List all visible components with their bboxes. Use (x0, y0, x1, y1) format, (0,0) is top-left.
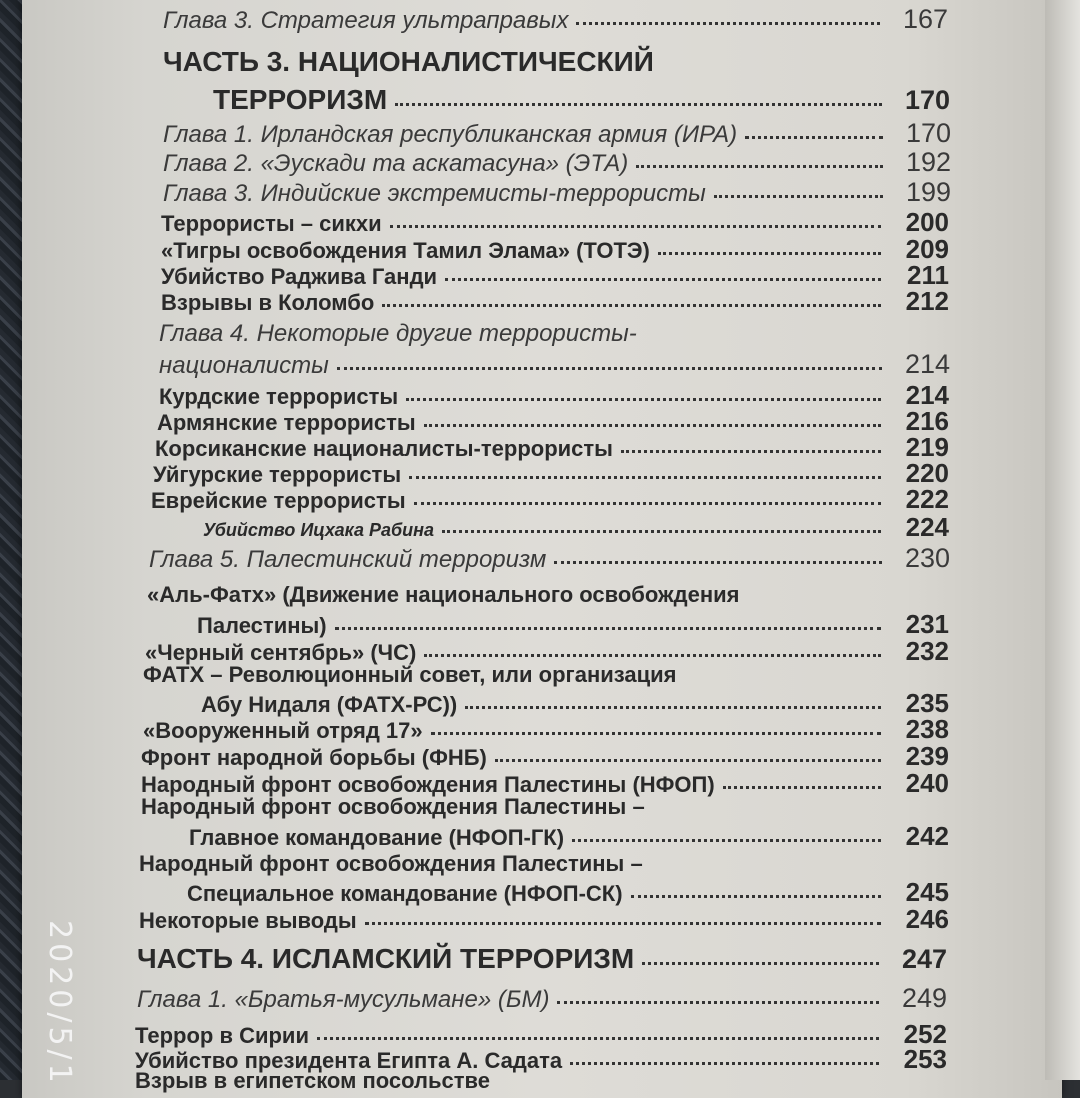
toc-entry (159, 351, 950, 378)
toc-entry-title: Абу Нидаля (ФАТХ-РС)) (201, 692, 458, 717)
leader-dots (382, 304, 881, 307)
toc-entry (201, 690, 949, 716)
toc-entry (157, 408, 949, 434)
leader-dots (317, 1037, 879, 1040)
toc-entry (163, 6, 948, 33)
toc-entry-page: 238 (905, 714, 949, 744)
toc-entry (147, 584, 740, 606)
toc-entry-page: 214 (904, 349, 950, 379)
toc-entry (139, 906, 949, 932)
toc-entry-title: Еврейские террористы (151, 488, 406, 513)
toc-entry-title: Убийство Ицхака Рабина (203, 520, 435, 540)
toc-part-heading (163, 48, 654, 76)
toc-entry (163, 149, 951, 176)
toc-entry (161, 209, 949, 235)
leader-dots (395, 103, 882, 106)
toc-entry-title: Специальное командование (НФОП-СК) (187, 881, 623, 906)
leader-dots (445, 278, 881, 281)
toc-entry (139, 853, 643, 875)
toc-entry-page: 219 (905, 432, 949, 462)
toc-entry-page: 235 (905, 688, 949, 718)
toc-entry (161, 262, 949, 288)
toc-entry (141, 743, 949, 769)
toc-entry-title: Убийство президента Египта А. Садата (135, 1048, 563, 1073)
toc-entry-title: националисты (159, 352, 329, 379)
leader-dots (557, 1001, 879, 1004)
toc-entry-title: Взрывы в Коломбо (161, 290, 375, 315)
toc-entry (159, 322, 637, 346)
leader-dots (714, 195, 883, 198)
toc-entry-title: Убийство Раджива Ганди (161, 264, 438, 289)
toc-entry-title: Народный фронт освобождения Палестины – (139, 851, 643, 876)
toc-entry-page: 222 (905, 484, 949, 514)
toc-entry-title: Взрыв в египетском посольстве (135, 1068, 490, 1093)
toc-entry-page: 170 (905, 118, 951, 148)
toc-entry (141, 796, 645, 818)
toc-entry (151, 486, 949, 512)
toc-entry-page: 212 (905, 286, 949, 316)
toc-part-heading (137, 945, 947, 973)
leader-dots (406, 398, 881, 401)
leader-dots (431, 732, 881, 735)
toc-entry-page: 214 (905, 380, 949, 410)
toc-entry-page: 245 (905, 877, 949, 907)
toc-entry-page: 232 (905, 636, 949, 666)
toc-entry-title: Глава 2. «Эускади та аскатасуна» (ЭТА) (163, 150, 629, 177)
leader-dots (365, 922, 881, 925)
toc-entry-page: 230 (904, 543, 950, 573)
toc-entry-page: 200 (905, 207, 949, 237)
toc-entry-title: ЧАСТЬ 4. ИСЛАМСКИЙ ТЕРРОРИЗМ (137, 943, 635, 974)
leader-dots (572, 839, 881, 842)
toc-entry-title: Народный фронт освобождения Палестины – (141, 794, 645, 819)
leader-dots (631, 895, 881, 898)
leader-dots (642, 962, 879, 965)
toc-entry (143, 716, 949, 742)
toc-entry-title: «Вооруженный отряд 17» (143, 718, 423, 743)
leader-dots (424, 424, 881, 427)
toc-entry-title: Глава 1. Ирландская республиканская армия (ИРА) (163, 121, 738, 148)
leader-dots (554, 561, 882, 564)
leader-dots (465, 706, 881, 709)
toc-entry-page: 170 (904, 85, 950, 115)
toc-entry (135, 1021, 947, 1047)
leader-dots (658, 252, 881, 255)
toc-entry-page: 249 (901, 983, 947, 1013)
toc-entry (149, 545, 950, 572)
toc-entry-title: «Черный сентябрь» (ЧС) (145, 640, 417, 665)
toc-entry-page: 246 (905, 904, 949, 934)
toc-entry (187, 879, 949, 905)
toc-entry-page: 199 (905, 177, 951, 207)
leader-dots (409, 476, 881, 479)
toc-entry-page: 211 (907, 260, 949, 290)
leader-dots (335, 627, 881, 630)
toc-entry-page: 192 (905, 147, 951, 177)
leader-dots (390, 225, 881, 228)
leader-dots (745, 136, 883, 139)
toc-entry (189, 823, 949, 849)
toc-entry-title: Глава 3. Стратегия ультраправых (163, 7, 569, 34)
toc-entry-title: Палестины) (197, 613, 327, 638)
toc-entry (143, 664, 677, 686)
toc-entry-title: Террор в Сирии (135, 1023, 309, 1048)
toc-entry-page: 242 (905, 821, 949, 851)
toc-entry-title: Глава 1. «Братья-мусульмане» (БМ) (137, 986, 550, 1013)
leader-dots (495, 759, 881, 762)
toc-entry (155, 434, 949, 460)
toc-entry-page: 220 (905, 458, 949, 488)
toc-entry (161, 236, 949, 262)
toc-entry-page: 167 (902, 4, 948, 34)
toc-entry-title: Глава 4. Некоторые другие террористы- (159, 320, 637, 347)
toc-entry-title: Армянские террористы (157, 410, 416, 435)
toc-entry-title: Глава 3. Индийские экстремисты-террористы (163, 180, 706, 207)
toc-entry-page: 252 (903, 1019, 947, 1049)
toc-entry-title: Корсиканские националисты-террористы (155, 436, 613, 461)
toc-entry-page: 231 (905, 609, 949, 639)
toc-entry (203, 514, 949, 540)
toc-entry-title: Глава 5. Палестинский терроризм (149, 546, 547, 573)
leader-dots (442, 530, 881, 533)
leader-dots (576, 22, 880, 25)
toc-entry (141, 770, 949, 796)
toc-entry-page: 209 (905, 234, 949, 264)
toc-entry-title: Главное командование (НФОП-ГК) (189, 825, 565, 850)
toc-entry-title: Курдские террористы (159, 384, 399, 409)
toc-entry-title: ФАТХ – Революционный совет, или организация (143, 662, 677, 687)
toc-entry-title: Уйгурские террористы (153, 462, 402, 487)
toc-entry-title: «Аль-Фатх» (Движение национального освобождения (147, 582, 740, 607)
leader-dots (414, 502, 881, 505)
toc-entry-page: 239 (905, 741, 949, 771)
toc-entry (153, 460, 949, 486)
toc-entry (197, 611, 949, 637)
toc-entry-title: ЧАСТЬ 3. НАЦИОНАЛИСТИЧЕСКИЙ (163, 46, 654, 77)
toc-entry (163, 179, 951, 206)
toc-entry-title: «Тигры освобождения Тамил Элама» (ТОТЭ) (161, 238, 650, 263)
toc-part-heading (213, 86, 950, 114)
leader-dots (570, 1062, 879, 1065)
toc-entry-page: 253 (903, 1044, 947, 1074)
toc-entry-title: Фронт народной борьбы (ФНБ) (141, 745, 487, 770)
toc-entry-title: Террористы – сикхи (161, 211, 382, 236)
toc-entry-page: 216 (905, 406, 949, 436)
toc-entry (145, 638, 949, 664)
toc-entry (135, 1070, 490, 1092)
toc-entry-title: Народный фронт освобождения Палестины (НФОП) (141, 772, 715, 797)
leader-dots (424, 654, 881, 657)
date-watermark: 2020/5/1 (42, 920, 77, 1087)
toc-entry-title: ТЕРРОРИЗМ (213, 84, 388, 115)
toc-entry (159, 382, 949, 408)
toc-entry-title: Некоторые выводы (139, 908, 357, 933)
toc-entry (161, 288, 949, 314)
toc-entry-page: 240 (905, 768, 949, 798)
toc-entry (137, 985, 947, 1012)
leader-dots (636, 165, 883, 168)
toc-entry-page: 224 (905, 512, 949, 542)
leader-dots (337, 367, 882, 370)
toc-entry (163, 120, 951, 147)
leader-dots (621, 450, 881, 453)
toc-entry-page: 247 (901, 944, 947, 974)
leader-dots (723, 786, 881, 789)
